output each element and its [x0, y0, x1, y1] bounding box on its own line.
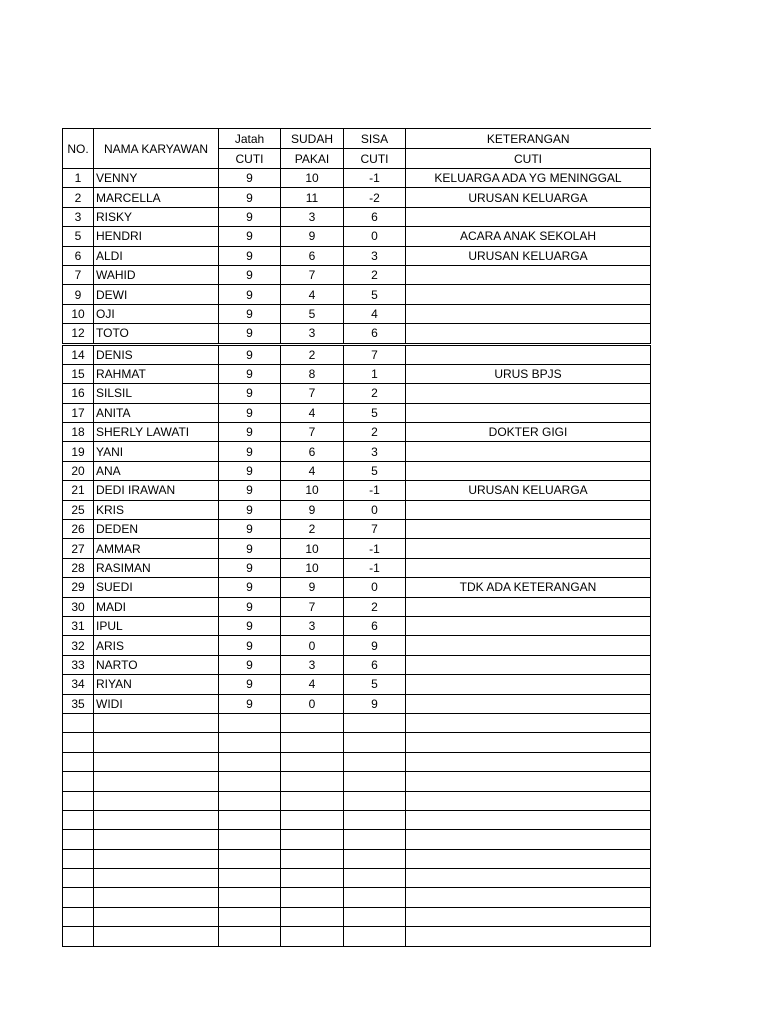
cell-sudah-pakai: 10 — [281, 169, 344, 188]
empty-cell — [406, 869, 651, 888]
cell-sisa-cuti: 2 — [344, 265, 406, 284]
cell-jatah-cuti: 9 — [219, 597, 281, 616]
empty-cell — [344, 869, 406, 888]
cell-no: 19 — [63, 442, 94, 461]
header-no: NO. — [63, 129, 94, 169]
cell-jatah-cuti: 9 — [219, 188, 281, 207]
empty-row — [63, 772, 651, 791]
cell-no: 15 — [63, 364, 94, 383]
table-row — [63, 520, 651, 539]
empty-row — [63, 849, 651, 868]
empty-cell — [94, 791, 219, 810]
empty-row — [63, 810, 651, 829]
cell-sisa-cuti: -2 — [344, 188, 406, 207]
cell-sisa-cuti: 5 — [344, 403, 406, 422]
cell-keterangan — [406, 500, 651, 519]
cell-sudah-pakai: 7 — [281, 265, 344, 284]
empty-row — [63, 907, 651, 926]
empty-cell — [344, 888, 406, 907]
table-row — [63, 481, 651, 500]
cell-jatah-cuti: 9 — [219, 675, 281, 694]
table-row — [63, 500, 651, 519]
empty-cell — [406, 772, 651, 791]
cell-jatah-cuti: 9 — [219, 285, 281, 304]
empty-cell — [94, 810, 219, 829]
cell-keterangan: DOKTER GIGI — [406, 423, 651, 442]
empty-cell — [344, 927, 406, 946]
cell-no: 2 — [63, 188, 94, 207]
cell-nama: DEDI IRAWAN — [94, 481, 219, 500]
empty-cell — [63, 830, 94, 849]
cell-sisa-cuti: -1 — [344, 558, 406, 577]
empty-row — [63, 713, 651, 732]
cell-sisa-cuti: 6 — [344, 324, 406, 344]
cell-nama: MARCELLA — [94, 188, 219, 207]
cell-jatah-cuti: 9 — [219, 481, 281, 500]
empty-cell — [406, 752, 651, 771]
cell-sudah-pakai: 8 — [281, 364, 344, 383]
cell-sisa-cuti: 0 — [344, 227, 406, 246]
cell-nama: IPUL — [94, 616, 219, 635]
cell-nama: HENDRI — [94, 227, 219, 246]
cell-no: 31 — [63, 616, 94, 635]
table-row — [63, 265, 651, 284]
cell-nama: ARIS — [94, 636, 219, 655]
cell-sudah-pakai: 4 — [281, 675, 344, 694]
cell-no: 14 — [63, 344, 94, 364]
cell-sudah-pakai: 9 — [281, 227, 344, 246]
cell-jatah-cuti: 9 — [219, 655, 281, 674]
empty-cell — [63, 907, 94, 926]
cell-nama: VENNY — [94, 169, 219, 188]
cell-sudah-pakai: 0 — [281, 694, 344, 713]
cell-sisa-cuti: 3 — [344, 442, 406, 461]
cell-no: 3 — [63, 207, 94, 226]
cell-sudah-pakai: 3 — [281, 324, 344, 344]
cell-jatah-cuti: 9 — [219, 246, 281, 265]
cell-nama: SHERLY LAWATI — [94, 423, 219, 442]
cell-no: 12 — [63, 324, 94, 344]
empty-cell — [219, 791, 281, 810]
cell-no: 6 — [63, 246, 94, 265]
empty-cell — [281, 752, 344, 771]
cell-jatah-cuti: 9 — [219, 227, 281, 246]
cell-keterangan — [406, 285, 651, 304]
empty-row — [63, 888, 651, 907]
header-keterangan: KETERANGAN — [406, 129, 651, 149]
cell-jatah-cuti: 9 — [219, 364, 281, 383]
cell-keterangan — [406, 675, 651, 694]
cell-jatah-cuti: 9 — [219, 207, 281, 226]
table-row — [63, 694, 651, 713]
table-row — [63, 188, 651, 207]
cell-sudah-pakai: 9 — [281, 500, 344, 519]
table-row — [63, 539, 651, 558]
empty-cell — [281, 810, 344, 829]
empty-cell — [406, 810, 651, 829]
cell-jatah-cuti: 9 — [219, 694, 281, 713]
cell-jatah-cuti: 9 — [219, 558, 281, 577]
empty-cell — [63, 733, 94, 752]
cell-no: 18 — [63, 423, 94, 442]
cell-no: 7 — [63, 265, 94, 284]
cell-sisa-cuti: 9 — [344, 636, 406, 655]
empty-cell — [281, 772, 344, 791]
header-sisa: SISA — [344, 129, 406, 149]
header-sudah: SUDAH — [281, 129, 344, 149]
table-row — [63, 364, 651, 383]
empty-cell — [63, 713, 94, 732]
cell-sudah-pakai: 7 — [281, 423, 344, 442]
empty-cell — [281, 791, 344, 810]
empty-cell — [94, 713, 219, 732]
cell-sisa-cuti: 0 — [344, 500, 406, 519]
cell-sudah-pakai: 4 — [281, 461, 344, 480]
table-row — [63, 227, 651, 246]
leave-table — [62, 128, 651, 947]
cell-sudah-pakai: 10 — [281, 481, 344, 500]
empty-cell — [406, 791, 651, 810]
empty-cell — [281, 869, 344, 888]
empty-cell — [344, 810, 406, 829]
cell-no: 33 — [63, 655, 94, 674]
header-row-1 — [63, 129, 651, 149]
cell-sudah-pakai: 10 — [281, 558, 344, 577]
cell-nama: MADI — [94, 597, 219, 616]
cell-sisa-cuti: 5 — [344, 461, 406, 480]
cell-keterangan — [406, 344, 651, 364]
empty-cell — [406, 888, 651, 907]
empty-cell — [281, 849, 344, 868]
cell-sudah-pakai: 3 — [281, 207, 344, 226]
cell-jatah-cuti: 9 — [219, 169, 281, 188]
cell-keterangan — [406, 207, 651, 226]
empty-cell — [406, 733, 651, 752]
cell-no: 21 — [63, 481, 94, 500]
cell-jatah-cuti: 9 — [219, 636, 281, 655]
empty-cell — [94, 733, 219, 752]
empty-cell — [63, 810, 94, 829]
table-row — [63, 461, 651, 480]
empty-cell — [63, 772, 94, 791]
cell-nama: WAHID — [94, 265, 219, 284]
cell-no: 27 — [63, 539, 94, 558]
cell-keterangan — [406, 616, 651, 635]
empty-row — [63, 927, 651, 946]
table-row — [63, 207, 651, 226]
header-jatah-cuti: CUTI — [219, 149, 281, 169]
cell-sisa-cuti: 1 — [344, 364, 406, 383]
cell-jatah-cuti: 9 — [219, 520, 281, 539]
header-jatah: Jatah — [219, 129, 281, 149]
cell-jatah-cuti: 9 — [219, 578, 281, 597]
empty-cell — [344, 752, 406, 771]
cell-nama: DENIS — [94, 344, 219, 364]
empty-cell — [63, 849, 94, 868]
cell-keterangan: ACARA ANAK SEKOLAH — [406, 227, 651, 246]
empty-cell — [344, 830, 406, 849]
table-row — [63, 384, 651, 403]
empty-cell — [63, 791, 94, 810]
cell-keterangan — [406, 304, 651, 323]
table-row — [63, 285, 651, 304]
cell-nama: AMMAR — [94, 539, 219, 558]
cell-keterangan: URUSAN KELUARGA — [406, 246, 651, 265]
cell-keterangan: URUSAN KELUARGA — [406, 481, 651, 500]
cell-nama: RAHMAT — [94, 364, 219, 383]
cell-nama: DEDEN — [94, 520, 219, 539]
cell-nama: OJI — [94, 304, 219, 323]
empty-cell — [406, 849, 651, 868]
empty-cell — [219, 849, 281, 868]
empty-cell — [219, 830, 281, 849]
empty-cell — [344, 733, 406, 752]
empty-row — [63, 733, 651, 752]
cell-no: 30 — [63, 597, 94, 616]
empty-cell — [94, 927, 219, 946]
cell-jatah-cuti: 9 — [219, 324, 281, 344]
cell-keterangan — [406, 597, 651, 616]
cell-sudah-pakai: 4 — [281, 403, 344, 422]
cell-sisa-cuti: 3 — [344, 246, 406, 265]
cell-no: 26 — [63, 520, 94, 539]
empty-cell — [219, 752, 281, 771]
cell-no: 9 — [63, 285, 94, 304]
cell-keterangan — [406, 265, 651, 284]
cell-nama: ANITA — [94, 403, 219, 422]
cell-sisa-cuti: -1 — [344, 539, 406, 558]
empty-cell — [281, 713, 344, 732]
cell-sisa-cuti: 2 — [344, 423, 406, 442]
cell-no: 34 — [63, 675, 94, 694]
table-row — [63, 403, 651, 422]
cell-keterangan — [406, 384, 651, 403]
cell-jatah-cuti: 9 — [219, 384, 281, 403]
table-row — [63, 597, 651, 616]
cell-nama: WIDI — [94, 694, 219, 713]
empty-row — [63, 752, 651, 771]
cell-nama: YANI — [94, 442, 219, 461]
empty-cell — [281, 927, 344, 946]
cell-no: 16 — [63, 384, 94, 403]
cell-sisa-cuti: -1 — [344, 481, 406, 500]
empty-cell — [344, 772, 406, 791]
table-row — [63, 578, 651, 597]
cell-keterangan — [406, 442, 651, 461]
cell-sudah-pakai: 4 — [281, 285, 344, 304]
table-row — [63, 442, 651, 461]
header-nama-karyawan: NAMA KARYAWAN — [94, 129, 219, 169]
cell-no: 10 — [63, 304, 94, 323]
cell-sisa-cuti: 7 — [344, 520, 406, 539]
table-row — [63, 423, 651, 442]
cell-sudah-pakai: 10 — [281, 539, 344, 558]
table-row — [63, 616, 651, 635]
cell-sudah-pakai: 7 — [281, 597, 344, 616]
empty-cell — [219, 772, 281, 791]
empty-cell — [63, 752, 94, 771]
empty-cell — [219, 869, 281, 888]
cell-sisa-cuti: 7 — [344, 344, 406, 364]
cell-jatah-cuti: 9 — [219, 403, 281, 422]
cell-nama: RASIMAN — [94, 558, 219, 577]
cell-sudah-pakai: 2 — [281, 344, 344, 364]
empty-cell — [344, 791, 406, 810]
empty-cell — [219, 713, 281, 732]
cell-keterangan — [406, 558, 651, 577]
cell-no: 32 — [63, 636, 94, 655]
cell-sudah-pakai: 2 — [281, 520, 344, 539]
cell-no: 29 — [63, 578, 94, 597]
cell-no: 20 — [63, 461, 94, 480]
cell-sisa-cuti: 5 — [344, 285, 406, 304]
cell-keterangan: KELUARGA ADA YG MENINGGAL — [406, 169, 651, 188]
empty-cell — [281, 888, 344, 907]
empty-cell — [63, 927, 94, 946]
cell-nama: ALDI — [94, 246, 219, 265]
empty-cell — [219, 733, 281, 752]
table-row — [63, 344, 651, 364]
empty-cell — [406, 907, 651, 926]
empty-cell — [94, 869, 219, 888]
empty-cell — [94, 849, 219, 868]
cell-jatah-cuti: 9 — [219, 265, 281, 284]
cell-keterangan — [406, 403, 651, 422]
empty-cell — [281, 907, 344, 926]
cell-no: 1 — [63, 169, 94, 188]
table-row — [63, 169, 651, 188]
empty-cell — [94, 752, 219, 771]
empty-cell — [219, 888, 281, 907]
table-row — [63, 675, 651, 694]
empty-cell — [344, 713, 406, 732]
cell-nama: KRIS — [94, 500, 219, 519]
empty-cell — [219, 927, 281, 946]
cell-sisa-cuti: 6 — [344, 207, 406, 226]
cell-sisa-cuti: 6 — [344, 655, 406, 674]
cell-sisa-cuti: 6 — [344, 616, 406, 635]
empty-row — [63, 830, 651, 849]
empty-row — [63, 869, 651, 888]
cell-keterangan — [406, 324, 651, 344]
empty-cell — [94, 772, 219, 791]
cell-sisa-cuti: -1 — [344, 169, 406, 188]
empty-cell — [406, 927, 651, 946]
cell-no: 35 — [63, 694, 94, 713]
table-row — [63, 304, 651, 323]
empty-cell — [344, 907, 406, 926]
cell-nama: ANA — [94, 461, 219, 480]
empty-cell — [63, 888, 94, 907]
cell-sudah-pakai: 6 — [281, 246, 344, 265]
cell-keterangan — [406, 461, 651, 480]
cell-no: 25 — [63, 500, 94, 519]
table-row — [63, 246, 651, 265]
cell-nama: SILSIL — [94, 384, 219, 403]
cell-keterangan — [406, 636, 651, 655]
empty-cell — [406, 830, 651, 849]
table-row — [63, 558, 651, 577]
cell-keterangan — [406, 539, 651, 558]
empty-cell — [219, 810, 281, 829]
cell-sisa-cuti: 4 — [344, 304, 406, 323]
cell-nama: RISKY — [94, 207, 219, 226]
cell-keterangan: URUS BPJS — [406, 364, 651, 383]
cell-no: 5 — [63, 227, 94, 246]
cell-keterangan — [406, 655, 651, 674]
cell-keterangan: URUSAN KELUARGA — [406, 188, 651, 207]
empty-cell — [344, 849, 406, 868]
cell-no: 28 — [63, 558, 94, 577]
cell-sudah-pakai: 9 — [281, 578, 344, 597]
cell-jatah-cuti: 9 — [219, 616, 281, 635]
empty-cell — [94, 888, 219, 907]
header-sudah-pakai: PAKAI — [281, 149, 344, 169]
header-sisa-cuti: CUTI — [344, 149, 406, 169]
cell-jatah-cuti: 9 — [219, 423, 281, 442]
cell-nama: TOTO — [94, 324, 219, 344]
cell-sisa-cuti: 2 — [344, 597, 406, 616]
cell-nama: DEWI — [94, 285, 219, 304]
cell-sisa-cuti: 9 — [344, 694, 406, 713]
cell-jatah-cuti: 9 — [219, 442, 281, 461]
empty-row — [63, 791, 651, 810]
cell-keterangan — [406, 694, 651, 713]
cell-no: 17 — [63, 403, 94, 422]
cell-sudah-pakai: 6 — [281, 442, 344, 461]
empty-cell — [219, 907, 281, 926]
empty-cell — [94, 907, 219, 926]
cell-jatah-cuti: 9 — [219, 539, 281, 558]
empty-cell — [63, 869, 94, 888]
cell-sudah-pakai: 7 — [281, 384, 344, 403]
cell-jatah-cuti: 9 — [219, 304, 281, 323]
empty-cell — [281, 830, 344, 849]
cell-nama: SUEDI — [94, 578, 219, 597]
table-row — [63, 655, 651, 674]
header-keterangan-cuti: CUTI — [406, 149, 651, 169]
cell-sudah-pakai: 3 — [281, 655, 344, 674]
cell-jatah-cuti: 9 — [219, 461, 281, 480]
cell-keterangan: TDK ADA KETERANGAN — [406, 578, 651, 597]
cell-sudah-pakai: 5 — [281, 304, 344, 323]
cell-sudah-pakai: 11 — [281, 188, 344, 207]
cell-nama: NARTO — [94, 655, 219, 674]
cell-sisa-cuti: 5 — [344, 675, 406, 694]
cell-nama: RIYAN — [94, 675, 219, 694]
cell-sudah-pakai: 0 — [281, 636, 344, 655]
empty-cell — [281, 733, 344, 752]
empty-cell — [94, 830, 219, 849]
table-row — [63, 636, 651, 655]
empty-cell — [406, 713, 651, 732]
cell-jatah-cuti: 9 — [219, 500, 281, 519]
cell-sudah-pakai: 3 — [281, 616, 344, 635]
cell-jatah-cuti: 9 — [219, 344, 281, 364]
cell-sisa-cuti: 0 — [344, 578, 406, 597]
cell-sisa-cuti: 2 — [344, 384, 406, 403]
cell-keterangan — [406, 520, 651, 539]
table-row — [63, 324, 651, 344]
